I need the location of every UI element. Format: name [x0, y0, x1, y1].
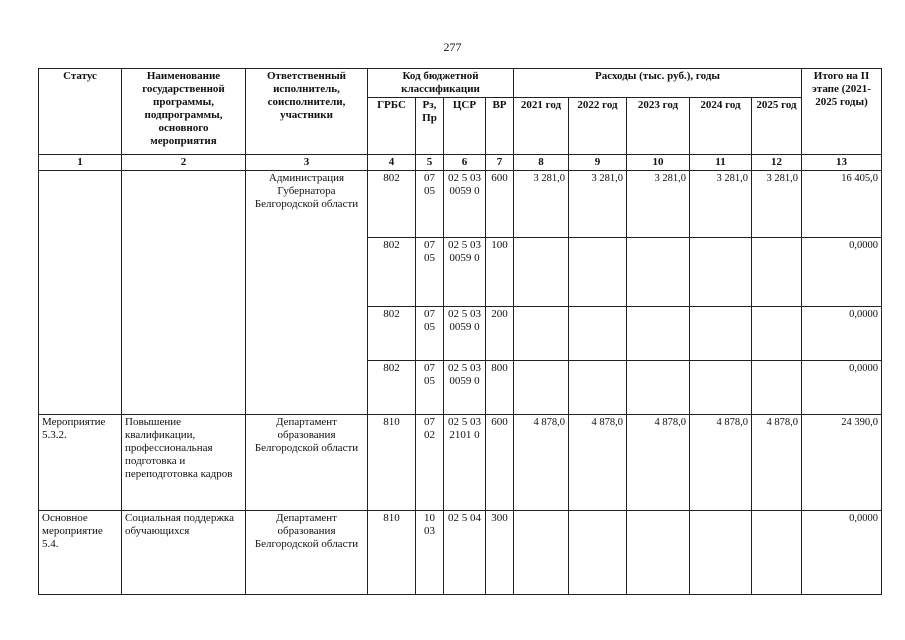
- column-number: 5: [416, 155, 444, 171]
- grbs-cell: 802: [368, 238, 416, 307]
- csr-cell: 02 5 03 0059 0: [444, 238, 486, 307]
- value-2025: [752, 238, 802, 307]
- table-row: [39, 415, 882, 511]
- header-2023: 2023 год: [627, 98, 690, 155]
- value-2022: [569, 511, 627, 595]
- csr-cell: 02 5 04: [444, 511, 486, 595]
- grbs-cell: 802: [368, 361, 416, 415]
- table-row: [39, 171, 882, 238]
- value-2023: [627, 307, 690, 361]
- column-number: 12: [752, 155, 802, 171]
- value-2021: 3 281,0: [514, 171, 569, 238]
- value-2021: 4 878,0: [514, 415, 569, 511]
- header-csr: ЦСР: [444, 98, 486, 155]
- header-total: Итого на II этапе (2021-2025 годы): [802, 69, 882, 155]
- vr-cell: 600: [486, 171, 514, 238]
- header-2025: 2025 год: [752, 98, 802, 155]
- column-number: 6: [444, 155, 486, 171]
- value-2023: [627, 238, 690, 307]
- row-responsible: Администрация Губернатора Белгородской области: [246, 171, 368, 415]
- value-total: 0,0000: [802, 361, 882, 415]
- value-2025: [752, 361, 802, 415]
- value-2021: [514, 511, 569, 595]
- value-2022: [569, 238, 627, 307]
- header-2021: 2021 год: [514, 98, 569, 155]
- value-total: 24 390,0: [802, 415, 882, 511]
- csr-cell: 02 5 03 0059 0: [444, 361, 486, 415]
- header-2022: 2022 год: [569, 98, 627, 155]
- rz-pr-cell: 10 03: [416, 511, 444, 595]
- column-number: 3: [246, 155, 368, 171]
- row-status: Основное мероприятие 5.4.: [39, 511, 122, 595]
- csr-cell: 02 5 03 0059 0: [444, 171, 486, 238]
- value-2023: 4 878,0: [627, 415, 690, 511]
- value-2022: [569, 361, 627, 415]
- column-number: 2: [122, 155, 246, 171]
- csr-cell: 02 5 03 2101 0: [444, 415, 486, 511]
- column-number: 1: [39, 155, 122, 171]
- grbs-cell: 802: [368, 171, 416, 238]
- grbs-cell: 802: [368, 307, 416, 361]
- value-2024: [690, 511, 752, 595]
- header-expenses: Расходы (тыс. руб.), годы: [514, 69, 802, 98]
- column-number: 9: [569, 155, 627, 171]
- column-number-row: [39, 155, 882, 171]
- value-2024: 3 281,0: [690, 171, 752, 238]
- grbs-cell: 810: [368, 415, 416, 511]
- column-number: 10: [627, 155, 690, 171]
- value-2021: [514, 238, 569, 307]
- column-number: 13: [802, 155, 882, 171]
- value-2025: [752, 307, 802, 361]
- header-status: Статус: [39, 69, 122, 155]
- value-2022: 4 878,0: [569, 415, 627, 511]
- value-2024: [690, 361, 752, 415]
- column-number: 11: [690, 155, 752, 171]
- row-program-name: Повышение квалификации, профессиональная подготовка и переподготовка кадров: [122, 415, 246, 511]
- column-number: 7: [486, 155, 514, 171]
- rz-pr-cell: 07 02: [416, 415, 444, 511]
- header-grbs: ГРБС: [368, 98, 416, 155]
- row-program-name: [122, 171, 246, 415]
- vr-cell: 800: [486, 361, 514, 415]
- value-2023: [627, 511, 690, 595]
- header-program-name: Наименование государственной программы, подпрограммы, основного мероприятия: [122, 69, 246, 155]
- header-budget-code: Код бюджетной классификации: [368, 69, 514, 98]
- row-responsible: Департамент образования Белгородской области: [246, 415, 368, 511]
- value-total: 16 405,0: [802, 171, 882, 238]
- grbs-cell: 810: [368, 511, 416, 595]
- value-total: 0,0000: [802, 238, 882, 307]
- budget-table: [38, 68, 882, 595]
- header-2024: 2024 год: [690, 98, 752, 155]
- row-responsible: Департамент образования Белгородской области: [246, 511, 368, 595]
- value-2024: 4 878,0: [690, 415, 752, 511]
- value-2023: 3 281,0: [627, 171, 690, 238]
- column-number: 4: [368, 155, 416, 171]
- page-number: 277: [443, 40, 462, 54]
- value-2021: [514, 361, 569, 415]
- row-status: [39, 171, 122, 415]
- value-2021: [514, 307, 569, 361]
- column-number: 8: [514, 155, 569, 171]
- value-2022: [569, 307, 627, 361]
- value-2024: [690, 238, 752, 307]
- value-total: 0,0000: [802, 307, 882, 361]
- value-2025: 4 878,0: [752, 415, 802, 511]
- rz-pr-cell: 07 05: [416, 171, 444, 238]
- rz-pr-cell: 07 05: [416, 361, 444, 415]
- header-rz-pr: Рз, Пр: [416, 98, 444, 155]
- vr-cell: 100: [486, 238, 514, 307]
- rz-pr-cell: 07 05: [416, 238, 444, 307]
- table-row: [39, 511, 882, 595]
- value-2023: [627, 361, 690, 415]
- value-2022: 3 281,0: [569, 171, 627, 238]
- vr-cell: 600: [486, 415, 514, 511]
- header-responsible: Ответственный исполнитель, соисполнители, участники: [246, 69, 368, 155]
- value-total: 0,0000: [802, 511, 882, 595]
- rz-pr-cell: 07 05: [416, 307, 444, 361]
- value-2025: 3 281,0: [752, 171, 802, 238]
- row-status: Мероприятие 5.3.2.: [39, 415, 122, 511]
- vr-cell: 200: [486, 307, 514, 361]
- row-program-name: Социальная поддержка обучающихся: [122, 511, 246, 595]
- header-vr: ВР: [486, 98, 514, 155]
- vr-cell: 300: [486, 511, 514, 595]
- csr-cell: 02 5 03 0059 0: [444, 307, 486, 361]
- value-2024: [690, 307, 752, 361]
- value-2025: [752, 511, 802, 595]
